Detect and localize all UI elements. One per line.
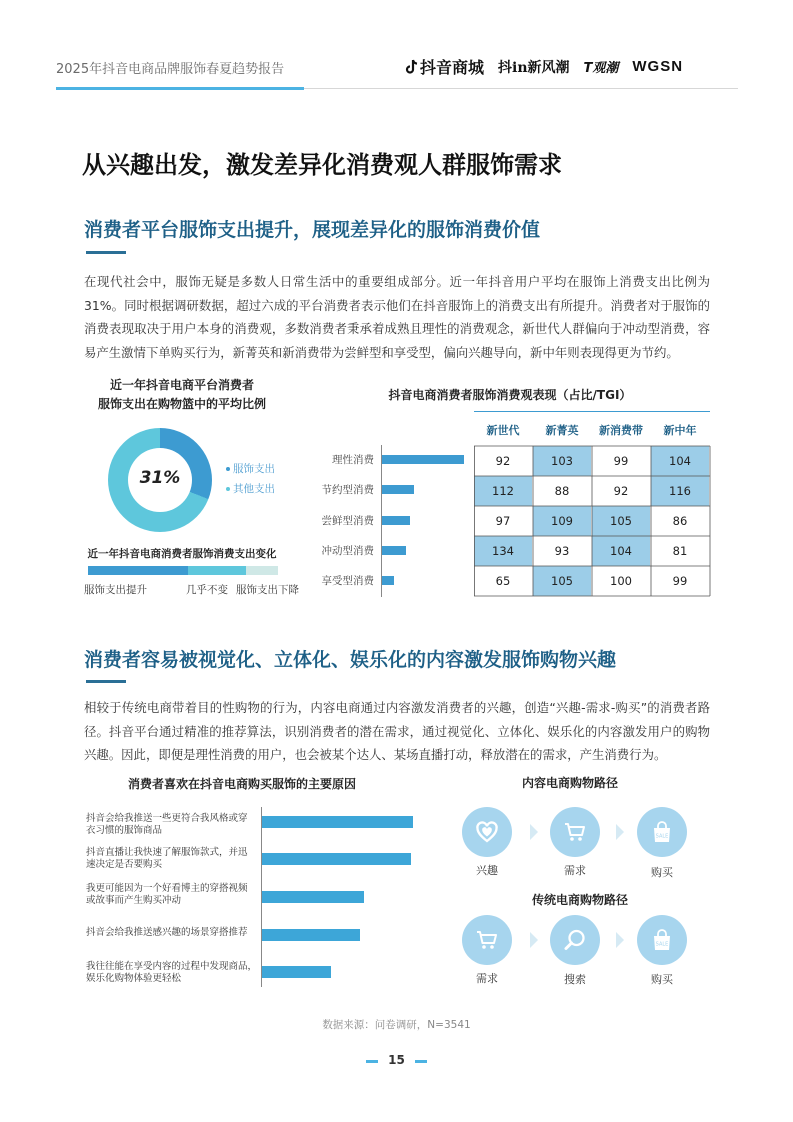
legend-apparel-label: 服饰支出 [233,463,275,475]
table-cell: 99 [613,454,629,468]
table-cell: 103 [533,446,591,476]
purchase-circle-traditional [637,915,687,965]
row-bar-impulse [382,546,406,555]
reason-3-line2: 或故事而产生购买冲动 [86,895,182,906]
table-cell: 104 [651,446,709,476]
row-label-enjoy: 享受型消费 [321,575,374,587]
table-cell: 105 [533,566,591,596]
row-bar-rational [382,455,464,464]
table-cell: 92 [495,454,511,468]
content-step-3: 购买 [651,866,673,879]
reason-bar-5 [262,966,331,978]
table-top-rule [474,411,710,412]
page-title: 从兴趣出发，激发差异化消费观人群服饰需求 [82,151,562,179]
donut-title-line1: 近一年抖音电商平台消费者 [109,378,254,392]
wgsn-logo: WGSN [632,58,684,75]
section2-paragraph: 相较于传统电商带着目的性购物的行为，内容电商通过内容激发消费者的兴趣，创造“兴趣-需求-购买”的消费者路径。抖音平台通过精准的推荐算法，识别消费者的潜在需求，通过视觉化、立体化、娱乐化的内容激发用户的购物兴趣。因此，即便是理性消费的用户，也会被某个达人、某场直播打动，释放潜在的需求，产生消费行为。 [84,700,710,762]
reason-bar-3 [262,891,364,903]
table-cell: 86 [672,514,688,528]
table-cell: 104 [592,536,650,566]
table-cell: 88 [554,484,570,498]
arrow-right-icon [530,932,538,948]
row-bar-novelty [382,516,410,525]
donut-center-label: 31% [139,468,181,488]
reason-label-1 [86,813,258,837]
reason-3-line1: 我更可能因为一个好看博主的穿搭视频 [86,883,248,894]
arrow-right-icon [616,824,624,840]
xinfengchao-logo: 抖in新风潮 [498,59,570,76]
cart-icon [563,820,587,844]
change-label-unchanged: 几乎不变 [186,584,228,596]
report-title: 2025年抖音电商品牌服饰春夏趋势报告 [56,62,285,77]
row-bar-frugal [382,485,414,494]
row-label-frugal: 节约型消费 [321,484,374,496]
reason-1-line1: 抖音会给我推送一些更符合我风格或穿 [86,813,248,824]
segment-unchanged [188,566,246,575]
section1-paragraph: 在现代社会中，服饰无疑是多数人日常生活中的重要组成部分。近一年抖音用户平均在服饰上消费支出比例为31%。同时根据调研数据，超过六成的平台消费者表示他们在抖音服饰上的消费支出有所提升。消费者对于服饰的消费表现取决于用户本身的消费观，多数消费者秉承着成熟且理性的消费观念，新世代人群偏向于冲动型消费，容易产生激情下单购买行为，新菁英和新消费带为尝鲜型和享受型，偏向兴趣导向，新中年则表现得更为节约。 [84,274,710,360]
svg-text:SALE: SALE [655,941,669,948]
row-bar-enjoy [382,576,394,585]
col-header-elite: 新菁英 [545,424,579,437]
reason-label-2 [86,847,258,871]
table-cell: 109 [533,506,591,536]
reason-label-5 [86,961,258,985]
table-title: 抖音电商消费者服饰消费观表现（占比/TGI） [388,388,632,402]
content-path-title: 内容电商购物路径 [521,776,618,790]
col-header-gen-z: 新世代 [486,424,520,437]
data-source: 数据来源：问卷调研，N=3541 [322,1019,471,1031]
search-circle [550,915,600,965]
reason-label-4 [86,927,258,939]
section1-underline [86,251,126,254]
row-label-rational: 理性消费 [332,454,374,466]
bar-axis [381,445,382,597]
content-step-1: 兴趣 [476,864,498,877]
table-cell: 97 [495,514,511,528]
reasons-title: 消费者喜欢在抖音电商购买服饰的主要原因 [127,777,356,791]
row-label-novelty: 尝鲜型消费 [321,515,374,527]
reason-bar-4 [262,929,360,941]
reason-5-line2: 娱乐化购物体验更轻松 [86,973,182,984]
section2-underline [86,680,126,683]
reason-4-line1: 抖音会给我推送感兴趣的场景穿搭推荐 [86,927,248,938]
search-icon [563,928,587,952]
reason-1-line2: 衣习惯的服饰商品 [86,825,163,836]
shopping-bag-icon [650,928,674,952]
row-label-impulse: 冲动型消费 [321,545,374,557]
demand-circle [550,807,600,857]
header-accent-bar [56,87,304,90]
page-number-dash-right [415,1060,427,1063]
segment-decrease [246,566,278,575]
heart-icon [475,820,499,844]
legend-other-label: 其他支出 [233,483,275,495]
reason-label-3 [86,883,258,907]
traditional-step-3: 购买 [651,973,673,986]
table-cell: 105 [592,506,650,536]
change-label-increase: 服饰支出提升 [84,584,147,596]
section2-title: 消费者容易被视觉化、立体化、娱乐化的内容激发服饰购物兴趣 [84,649,617,671]
traditional-step-1: 需求 [476,972,498,985]
svg-text:SALE: SALE [655,833,669,840]
legend-dot-icon [226,487,230,491]
reason-5-line1: 我往往能在享受内容的过程中发现商品， [86,961,258,972]
table-cell: 100 [610,574,632,588]
table-cell: 81 [672,544,688,558]
legend-dot-icon [226,467,230,471]
cart-icon [475,928,499,952]
reason-bar-2 [262,853,411,865]
legend-other [226,481,275,496]
content-step-2: 需求 [564,864,586,877]
interest-circle [462,807,512,857]
arrow-right-icon [616,932,624,948]
partner-logos [404,55,683,78]
traditional-path-title: 传统电商购物路径 [531,893,628,907]
col-header-new-consumer: 新消费带 [599,424,643,437]
guanchao-logo: T观潮 [583,61,619,76]
douyin-mall-logo [404,55,484,78]
arrow-right-icon [530,824,538,840]
logo-text-1: 抖音商城 [420,58,485,77]
table-cell: 116 [651,476,709,506]
reason-2-line1: 抖音直播让我快速了解服饰款式，并迅 [86,847,248,858]
table-cell: 65 [495,574,511,588]
section1-title: 消费者平台服饰支出提升，展现差异化的服饰消费价值 [84,219,541,241]
reason-bar-1 [262,816,413,828]
reason-2-line2: 速决定是否要购买 [86,859,163,870]
table-cell: 99 [672,574,688,588]
donut-title-line2: 服饰支出在购物篮中的平均比例 [97,397,266,411]
douyin-note-icon [404,59,420,75]
table-grid [474,445,712,597]
table-cell: 93 [554,544,570,558]
segment-increase [88,566,188,575]
page-number: 15 [388,1053,405,1067]
legend-apparel [226,461,275,476]
change-label-decrease: 服饰支出下降 [236,584,299,596]
traditional-step-2: 搜索 [564,973,586,986]
table-cell: 112 [474,476,532,506]
change-stacked-bar [88,566,278,575]
purchase-circle [637,807,687,857]
demand-circle-traditional [462,915,512,965]
col-header-middle-aged: 新中年 [663,424,697,437]
change-bar-title: 近一年抖音电商消费者服饰消费支出变化 [87,548,277,560]
table-cell: 134 [474,536,532,566]
table-cell: 92 [613,484,629,498]
shopping-bag-icon [650,820,674,844]
